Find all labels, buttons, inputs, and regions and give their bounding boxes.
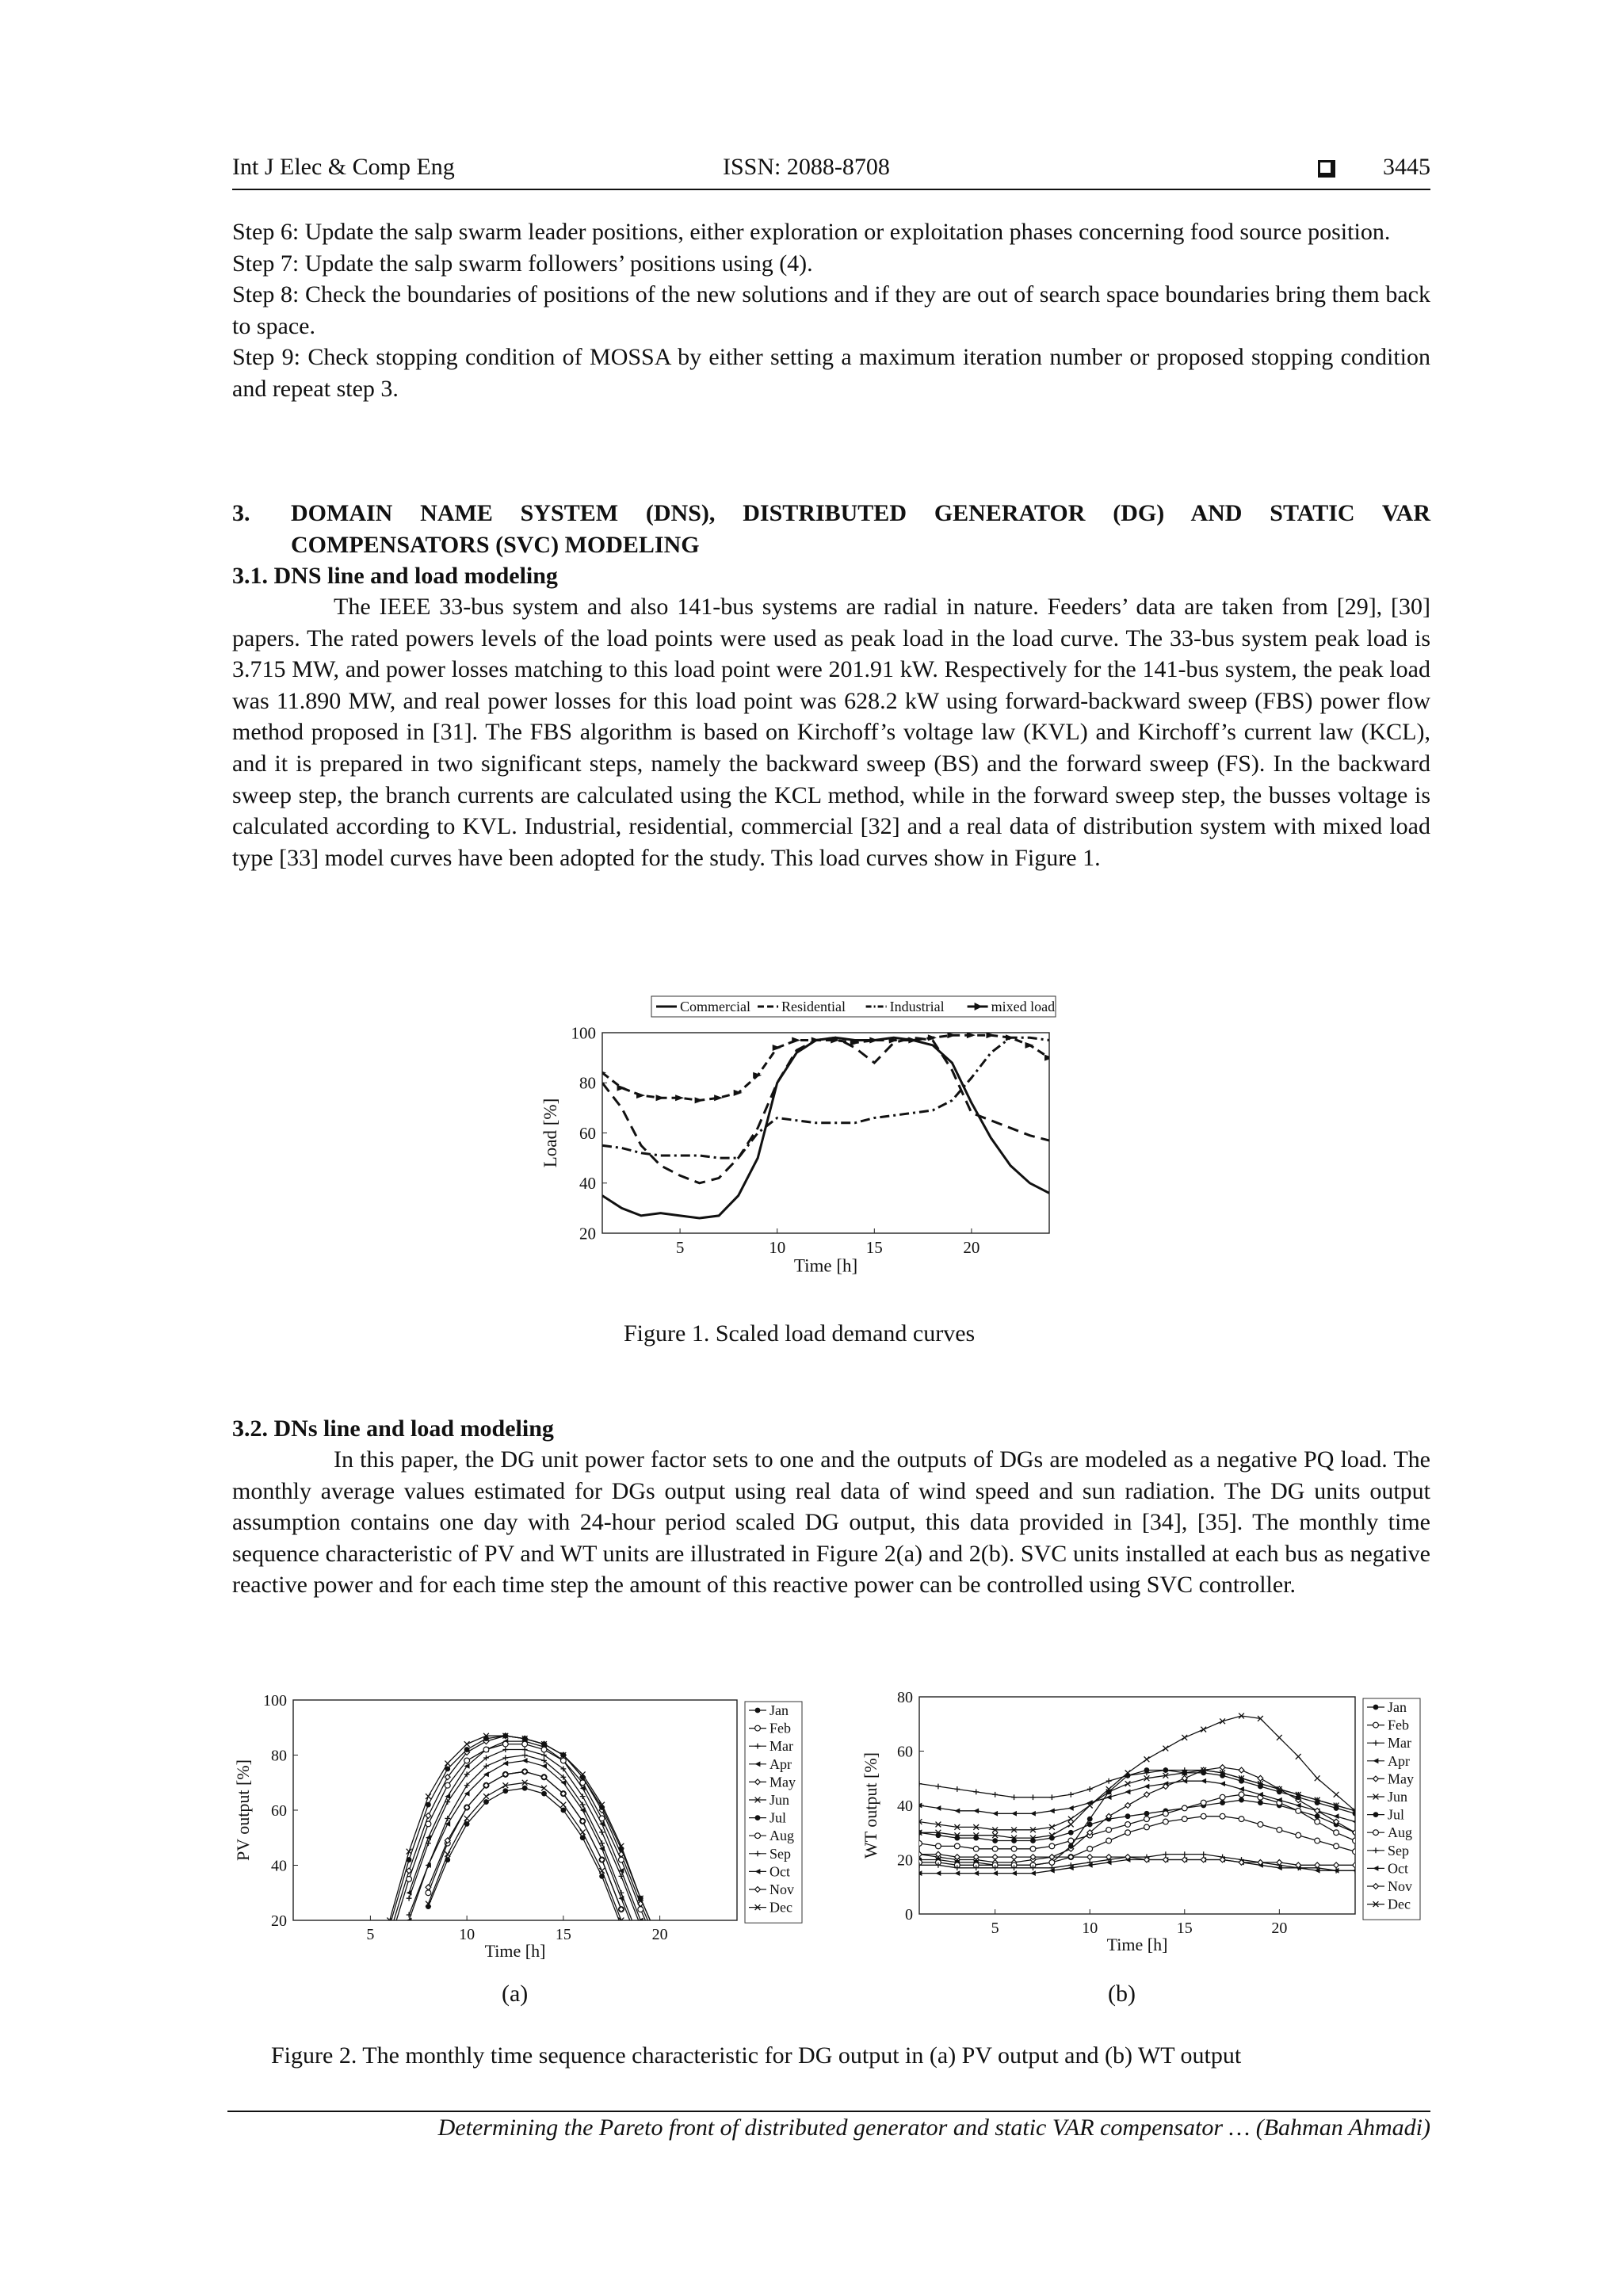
data-point xyxy=(1049,1860,1055,1866)
y-tick-label: 60 xyxy=(897,1743,913,1761)
x-tick-label: 5 xyxy=(675,1238,685,1257)
data-point xyxy=(1239,1817,1244,1822)
data-point xyxy=(638,1945,643,1950)
legend-label: Jun xyxy=(769,1792,790,1808)
section-3-2-heading: 3.2. DNs line and load modeling xyxy=(232,1415,554,1442)
step-7: Step 7: Update the salp swarm followers’ positions using (4). xyxy=(232,250,813,277)
data-point xyxy=(1201,1813,1206,1819)
data-point xyxy=(502,1741,508,1747)
data-point xyxy=(426,1802,431,1808)
legend-marker xyxy=(755,1725,761,1731)
page-number: 3445 xyxy=(1383,154,1430,180)
data-point xyxy=(638,1896,643,1901)
legend-label: Industrial xyxy=(889,999,945,1014)
y-axis-label: Load [%] xyxy=(540,1098,560,1168)
data-point xyxy=(464,1747,470,1752)
data-point xyxy=(954,1843,960,1849)
legend-label: Oct xyxy=(769,1863,790,1880)
y-tick-label: 40 xyxy=(579,1174,596,1194)
data-point xyxy=(502,1788,508,1794)
data-point xyxy=(1239,1797,1244,1803)
legend xyxy=(1363,1698,1420,1920)
data-point xyxy=(992,1846,998,1851)
section-3-2-body xyxy=(232,1444,1430,1601)
legend-label: Sep xyxy=(769,1845,791,1862)
legend-label: Aug xyxy=(1388,1824,1412,1841)
legend-label: May xyxy=(769,1774,796,1790)
legend-label: Oct xyxy=(1388,1860,1408,1877)
data-point xyxy=(599,1816,605,1821)
legend-label: Jun xyxy=(1388,1789,1408,1805)
y-tick-label: 100 xyxy=(571,1023,596,1043)
figure-2-caption: Figure 2. The monthly time sequence characteristic for DG output in (a) PV output and (b) WT output xyxy=(271,2042,1242,2069)
data-point xyxy=(1144,1811,1150,1817)
data-point xyxy=(1201,1771,1206,1776)
data-point xyxy=(541,1791,547,1797)
y-axis-label: WT output [%] xyxy=(861,1752,880,1859)
data-point xyxy=(1315,1838,1320,1843)
paragraph: In this paper, the DG unit power factor sets to one and the outputs of DGs are modeled as a negative PQ load. The monthly average values estimated for DGs output using real data of wind speed and sun radiation. The DG units output assumption contains one day with 24-hour period scaled DG output, this data provided in [34], [35]. The monthly time sequence characteristic of PV and WT units are illustrated in Figure 2(a) and 2(b). SVC units installed at each bus as negative reactive power and for each time step the amount of this reactive power can be controlled using SVC controller. xyxy=(232,1446,1430,1599)
data-point xyxy=(1125,1813,1131,1819)
data-point xyxy=(1315,1800,1320,1805)
legend-label: Dec xyxy=(1388,1896,1411,1912)
figure-2a-chart xyxy=(230,1684,816,1977)
data-point xyxy=(954,1836,960,1841)
data-point xyxy=(426,1821,431,1827)
data-point xyxy=(1106,1827,1112,1832)
legend-label: Feb xyxy=(1388,1717,1409,1733)
y-tick-label: 20 xyxy=(271,1912,287,1930)
data-point xyxy=(936,1843,941,1849)
legend-marker xyxy=(755,1815,761,1820)
data-point xyxy=(638,1907,643,1912)
plot-area xyxy=(919,1697,1355,1914)
data-point xyxy=(1087,1817,1093,1822)
x-axis-label: Time [h] xyxy=(484,1941,546,1961)
data-point xyxy=(1182,1771,1187,1776)
data-point xyxy=(1315,1813,1320,1819)
legend xyxy=(651,996,1056,1017)
x-tick-label: 20 xyxy=(963,1238,980,1257)
journal-name: Int J Elec & Comp Eng xyxy=(232,154,455,180)
data-point xyxy=(638,1939,643,1945)
data-point xyxy=(917,1841,922,1847)
y-tick-label: 80 xyxy=(579,1073,596,1093)
legend-label: Dec xyxy=(769,1899,792,1916)
data-point xyxy=(1125,1822,1131,1828)
data-point xyxy=(1296,1832,1301,1838)
step-6: Step 6: Update the salp swarm leader positions, either exploration or exploitation phases concerning food source position. xyxy=(232,219,1391,245)
page-header xyxy=(232,154,1430,190)
data-point xyxy=(407,1876,412,1881)
data-point xyxy=(992,1838,998,1843)
legend-label: Commercial xyxy=(680,999,750,1014)
data-point xyxy=(973,1836,979,1841)
y-tick-label: 40 xyxy=(271,1857,287,1875)
data-point xyxy=(445,1766,450,1771)
legend-label: Jan xyxy=(1388,1699,1407,1715)
data-point xyxy=(387,1924,392,1929)
data-point xyxy=(1182,1805,1187,1811)
data-point xyxy=(1011,1846,1017,1851)
y-tick-label: 40 xyxy=(897,1797,913,1815)
data-point xyxy=(1125,1830,1131,1836)
data-point xyxy=(580,1775,586,1780)
x-axis-label: Time [h] xyxy=(793,1255,858,1276)
data-point xyxy=(407,1857,412,1862)
square-icon xyxy=(1318,160,1335,178)
data-point xyxy=(1163,1819,1168,1824)
data-point xyxy=(1220,1800,1225,1805)
section-3-1-heading: 3.1. DNS line and load modeling xyxy=(232,563,558,589)
data-point xyxy=(464,1758,470,1763)
x-tick-label: 15 xyxy=(555,1926,571,1943)
data-point xyxy=(1163,1811,1168,1817)
y-tick-label: 80 xyxy=(897,1689,913,1706)
data-point xyxy=(1277,1827,1282,1832)
data-point xyxy=(1144,1824,1150,1830)
legend-label: Residential xyxy=(781,999,846,1014)
data-point xyxy=(1049,1843,1055,1849)
data-point xyxy=(522,1741,528,1747)
data-point xyxy=(560,1808,566,1813)
legend-label: Jan xyxy=(769,1702,789,1718)
legend-label: Apr xyxy=(1388,1752,1410,1769)
data-point xyxy=(1068,1843,1074,1849)
data-point xyxy=(1277,1789,1282,1794)
legend-label: Aug xyxy=(769,1828,794,1844)
header-rule xyxy=(232,189,1430,190)
data-point xyxy=(1258,1800,1263,1805)
legend-marker xyxy=(1373,1705,1379,1710)
data-point xyxy=(522,1786,528,1791)
data-point xyxy=(1353,1811,1358,1817)
legend-marker xyxy=(1373,1722,1379,1728)
step-9: Step 9: Check stopping condition of MOSSA by either setting a maximum iteration number or proposed stopping condition and repeat step 3. xyxy=(232,344,1430,402)
data-point xyxy=(619,1846,624,1851)
data-point xyxy=(426,1890,431,1896)
y-tick-label: 100 xyxy=(263,1692,287,1710)
data-point xyxy=(387,1931,392,1937)
x-tick-label: 5 xyxy=(366,1926,375,1943)
data-point xyxy=(1296,1808,1301,1813)
data-point xyxy=(1334,1843,1339,1849)
data-point xyxy=(580,1780,586,1786)
legend-label: Sep xyxy=(1388,1842,1409,1859)
legend-marker xyxy=(1373,1812,1379,1817)
legend xyxy=(745,1702,802,1923)
data-point xyxy=(1106,1838,1112,1843)
legend-label: Mar xyxy=(1388,1735,1411,1752)
x-tick-label: 15 xyxy=(865,1238,883,1257)
data-point xyxy=(1239,1792,1244,1797)
section-3-1-body xyxy=(232,591,1430,873)
data-point xyxy=(541,1741,547,1747)
x-tick-label: 20 xyxy=(651,1926,668,1943)
legend-label: Nov xyxy=(1388,1878,1412,1894)
legend-label: Feb xyxy=(769,1720,791,1736)
figure-2a-label: (a) xyxy=(502,1981,529,2007)
y-tick-label: 20 xyxy=(897,1851,913,1870)
y-tick-label: 80 xyxy=(271,1747,287,1765)
data-point xyxy=(657,1950,663,1956)
figure-1-chart xyxy=(523,987,1125,1296)
y-tick-label: 60 xyxy=(579,1123,596,1143)
data-point xyxy=(1220,1794,1225,1800)
algorithm-steps xyxy=(232,216,1430,405)
data-point xyxy=(1239,1778,1244,1784)
section-number: 3. xyxy=(232,500,250,526)
data-point xyxy=(1258,1822,1263,1828)
data-point xyxy=(541,1747,547,1752)
data-point xyxy=(502,1733,508,1739)
data-point xyxy=(1220,1773,1225,1778)
data-point xyxy=(560,1758,566,1763)
legend-label: May xyxy=(1388,1771,1414,1787)
data-point xyxy=(1296,1794,1301,1800)
data-point xyxy=(1334,1805,1339,1811)
data-point xyxy=(1353,1838,1358,1843)
data-point xyxy=(1011,1838,1017,1843)
data-point xyxy=(1353,1849,1358,1855)
step-8: Step 8: Check the boundaries of positions of the new solutions and if they are out of search space boundaries bring them back to space. xyxy=(232,281,1430,339)
data-point xyxy=(522,1736,528,1741)
data-point xyxy=(638,1924,643,1929)
x-tick-label: 10 xyxy=(1082,1920,1098,1937)
section-title: DOMAIN NAME SYSTEM (DNS), DISTRIBUTED GENERATOR (DG) AND STATIC VAR COMPENSATORS (SVC) MODELING xyxy=(291,500,1430,558)
data-point xyxy=(1049,1836,1055,1841)
data-point xyxy=(599,1805,605,1810)
legend-label: Nov xyxy=(769,1881,794,1897)
legend-label: Apr xyxy=(769,1755,792,1772)
page-footer: Determining the Pareto front of distributed generator and static VAR compensator … (Bahman Ahmadi) xyxy=(437,2115,1430,2141)
data-point xyxy=(657,1945,663,1950)
x-axis-label: Time [h] xyxy=(1106,1935,1168,1954)
data-point xyxy=(1068,1830,1074,1836)
data-point xyxy=(560,1752,566,1758)
data-point xyxy=(483,1799,489,1805)
y-tick-label: 60 xyxy=(271,1802,287,1820)
data-point xyxy=(1144,1767,1150,1773)
data-point xyxy=(1030,1846,1036,1851)
data-point xyxy=(1201,1800,1206,1805)
data-point xyxy=(387,1939,392,1945)
paragraph: The IEEE 33-bus system and also 141-bus systems are radial in nature. Feeders’ data are taken from [29], [30] papers. The rated powers levels of the load points were used as peak load in the load curve. The 33-bus system peak load is 3.715 MW, and power losses matching to this load point were 201.91 kW. Respectively for the 141-bus system, the peak load was 11.890 MW, and real power losses for this load point was 628.2 kW using forward-backward sweep (FBS) power flow method proposed in [31]. The FBS algorithm is based on Kirchoff’s voltage law (KVL) and Kirchoff’s current law (KCL), and it is prepared in two significant steps, namely the backward sweep (BS) and the forward sweep (FS). In the backward sweep step, the branch currents are calculated using the KCL method, while in the forward sweep step, the busses voltage is calculated according to KVL. Industrial, residential, commercial [32] and a real data of distribution system with mixed load type [33] model curves have been adopted for the study. This load curves show in Figure 1. xyxy=(232,594,1430,871)
x-tick-label: 10 xyxy=(459,1926,475,1943)
legend-marker xyxy=(1373,1830,1379,1836)
legend-label: mixed load xyxy=(991,999,1056,1014)
legend-label: Mar xyxy=(769,1738,793,1755)
figure-2b-chart xyxy=(848,1684,1434,1977)
data-point xyxy=(1087,1846,1093,1851)
legend-marker xyxy=(755,1708,761,1713)
data-point xyxy=(1125,1773,1131,1778)
data-point xyxy=(1144,1817,1150,1822)
legend-label: Jul xyxy=(1388,1806,1405,1823)
data-point xyxy=(1182,1817,1187,1822)
x-tick-label: 15 xyxy=(1176,1920,1193,1937)
data-point xyxy=(973,1846,979,1851)
y-axis-label: PV output [%] xyxy=(233,1759,253,1861)
data-point xyxy=(426,1904,431,1909)
data-point xyxy=(1220,1813,1225,1819)
data-point xyxy=(1030,1838,1036,1843)
section-3-heading xyxy=(232,498,1430,560)
data-point xyxy=(619,1924,624,1929)
figure-2b-label: (b) xyxy=(1108,1981,1136,2007)
data-point xyxy=(445,1782,450,1788)
x-tick-label: 20 xyxy=(1271,1920,1288,1937)
data-point xyxy=(1163,1767,1168,1773)
footer-rule xyxy=(227,2111,1430,2112)
figure-1-caption: Figure 1. Scaled load demand curves xyxy=(624,1320,976,1347)
legend-label: Jul xyxy=(769,1809,787,1826)
y-tick-label: 20 xyxy=(579,1224,596,1244)
data-point xyxy=(1315,1819,1320,1824)
data-point xyxy=(1106,1789,1112,1794)
x-tick-label: 5 xyxy=(991,1920,999,1937)
issn: ISSN: 2088-8708 xyxy=(723,154,890,180)
plot-area xyxy=(293,1700,737,1920)
x-tick-label: 10 xyxy=(769,1238,786,1257)
data-point xyxy=(483,1736,489,1741)
data-point xyxy=(1334,1830,1339,1836)
y-tick-label: 0 xyxy=(905,1906,913,1924)
data-point xyxy=(619,1857,624,1862)
legend-marker xyxy=(755,1833,761,1839)
data-point xyxy=(1258,1784,1263,1790)
data-point xyxy=(483,1747,489,1752)
